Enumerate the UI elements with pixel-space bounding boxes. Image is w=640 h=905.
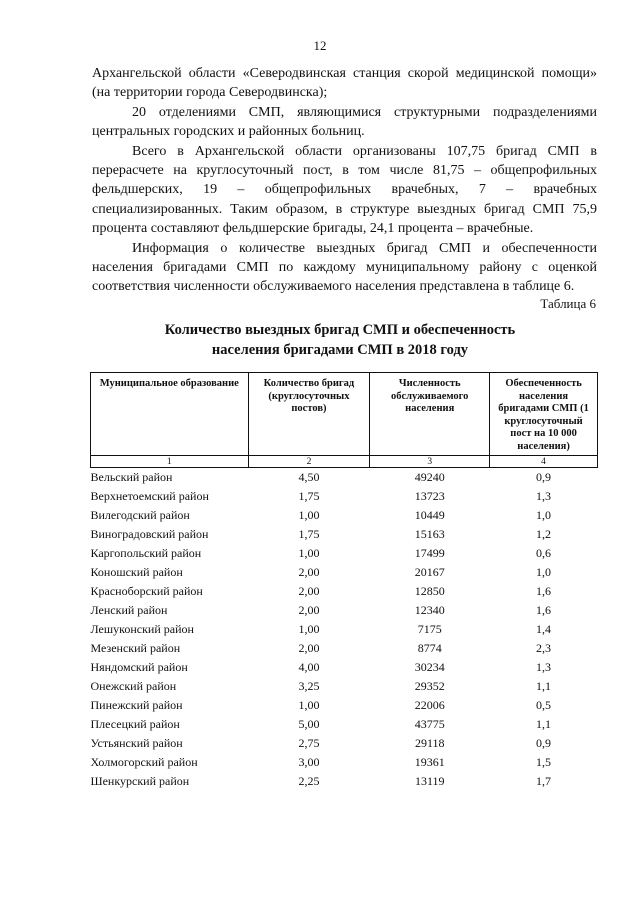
cell-coverage: 1,2 xyxy=(536,527,552,541)
table-title-line: Количество выездных бригад СМП и обеспеченность xyxy=(164,322,516,338)
cell-brigades: 3,00 xyxy=(298,755,320,769)
cell-coverage: 1,1 xyxy=(536,679,552,693)
cell-coverage: 1,1 xyxy=(536,717,552,731)
cell-municipality: Красноборский район xyxy=(90,584,203,598)
cell-brigades: 2,00 xyxy=(298,565,320,579)
cell-brigades: 2,25 xyxy=(298,774,320,788)
table-row xyxy=(91,525,598,544)
table-row xyxy=(91,753,598,772)
cell-brigades: 1,75 xyxy=(298,489,320,503)
table-row xyxy=(91,506,598,525)
cell-municipality: Плесецкий район xyxy=(90,717,180,731)
paragraph: Архангельской области «Северодвинская станция скорой медицинской помощи» (на территории города Северодвинска); xyxy=(92,66,597,101)
cell-municipality: Лешуконский район xyxy=(90,622,194,636)
cell-coverage: 1,5 xyxy=(536,755,552,769)
table-row xyxy=(91,487,598,506)
table-row xyxy=(91,601,598,620)
page-number: 12 xyxy=(313,38,327,53)
cell-municipality: Ленский район xyxy=(90,603,168,617)
table-row xyxy=(91,734,598,753)
cell-coverage: 0,6 xyxy=(536,546,552,560)
cell-coverage: 1,0 xyxy=(536,508,552,522)
cell-coverage: 1,3 xyxy=(536,489,552,503)
table-row xyxy=(91,772,598,791)
cell-coverage: 1,3 xyxy=(536,660,552,674)
cell-brigades: 3,25 xyxy=(298,679,320,693)
cell-coverage: 1,0 xyxy=(536,565,552,579)
cell-brigades: 1,75 xyxy=(298,527,320,541)
column-number: 1 xyxy=(91,456,249,468)
table-row xyxy=(91,468,598,488)
table-header-row xyxy=(91,373,598,456)
table-body xyxy=(91,468,598,792)
table-caption: Таблица 6 xyxy=(540,296,596,311)
cell-population: 29352 xyxy=(414,679,445,693)
table-row xyxy=(91,677,598,696)
paragraph: Информация о количестве выездных бригад СМП и обеспеченности населения бригадами СМП по каждому муниципальному району с оценкой соответствия численности обслуживаемого населения представлена в таблице 6. xyxy=(92,240,597,295)
cell-population: 29118 xyxy=(414,736,445,750)
cell-municipality: Шенкурский район xyxy=(90,774,190,788)
cell-coverage: 1,7 xyxy=(536,774,552,788)
cell-population: 49240 xyxy=(414,470,445,484)
cell-population: 22006 xyxy=(414,698,445,712)
cell-brigades: 2,00 xyxy=(298,641,320,655)
cell-population: 10449 xyxy=(414,508,445,522)
data-table xyxy=(90,372,598,791)
cell-population: 13723 xyxy=(414,489,445,503)
paragraph: 20 отделениями СМП, являющимися структурными подразделениями центральных городских и районных больниц. xyxy=(92,104,597,140)
cell-municipality: Устьянский район xyxy=(90,736,183,750)
cell-coverage: 0,9 xyxy=(536,736,552,750)
table-row xyxy=(91,544,598,563)
cell-brigades: 1,00 xyxy=(298,508,320,522)
cell-population: 7175 xyxy=(417,622,442,636)
table-row xyxy=(91,639,598,658)
cell-coverage: 1,4 xyxy=(536,622,552,636)
cell-population: 12340 xyxy=(414,603,445,617)
cell-population: 15163 xyxy=(414,527,445,541)
cell-population: 19361 xyxy=(414,755,445,769)
cell-municipality: Вилегодский район xyxy=(90,508,190,522)
cell-brigades: 1,00 xyxy=(298,546,320,560)
cell-brigades: 1,00 xyxy=(298,698,320,712)
table-row xyxy=(91,715,598,734)
cell-municipality: Вельский район xyxy=(90,470,173,484)
paragraph: Всего в Архангельской области организованы 107,75 бригад СМП в перерасчете на круглосуточный пост, в том числе 81,75 – общепрофильных фельдшерских, 19 – общепрофильных врачебных, 7 – врачебных специализированных. Таким образом, в структуре выездных бригад СМП 75,9 процента составляют фельдшерские бригады, 24,1 процента – врачебные. xyxy=(92,143,597,237)
table-row xyxy=(91,658,598,677)
column-number-row xyxy=(91,456,598,468)
cell-municipality: Онежский район xyxy=(90,679,177,693)
cell-municipality: Каргопольский район xyxy=(90,546,202,560)
column-header-population: Численность обслуживаемого населения xyxy=(370,373,490,456)
cell-municipality: Коношский район xyxy=(90,565,183,579)
column-number: 4 xyxy=(490,456,598,468)
cell-coverage: 0,9 xyxy=(536,470,552,484)
table-row xyxy=(91,582,598,601)
cell-municipality: Пинежский район xyxy=(90,698,183,712)
column-header-coverage: Обеспеченность населения бригадами СМП (1 круглосуточный пост на 10 000 населения) xyxy=(490,373,598,456)
cell-brigades: 2,00 xyxy=(298,584,320,598)
column-header-municipality: Муниципальное образование xyxy=(91,373,249,456)
cell-brigades: 1,00 xyxy=(298,622,320,636)
cell-coverage: 1,6 xyxy=(536,603,552,617)
cell-brigades: 5,00 xyxy=(298,717,320,731)
column-number: 3 xyxy=(370,456,490,468)
table-row xyxy=(91,620,598,639)
cell-population: 13119 xyxy=(414,774,445,788)
cell-coverage: 0,5 xyxy=(536,698,552,712)
table-title xyxy=(100,320,580,360)
table-row xyxy=(91,563,598,582)
cell-population: 17499 xyxy=(414,546,445,560)
cell-coverage: 2,3 xyxy=(536,641,552,655)
column-header-brigades: Количество бригад (круглосуточных постов) xyxy=(248,373,370,456)
cell-population: 20167 xyxy=(414,565,445,579)
cell-population: 12850 xyxy=(414,584,445,598)
column-number: 2 xyxy=(248,456,370,468)
cell-municipality: Няндомский район xyxy=(90,660,188,674)
cell-population: 43775 xyxy=(414,717,445,731)
cell-municipality: Верхнетоемский район xyxy=(90,489,209,503)
cell-brigades: 4,00 xyxy=(298,660,320,674)
cell-brigades: 2,00 xyxy=(298,603,320,617)
cell-municipality: Мезенский район xyxy=(90,641,181,655)
cell-brigades: 2,75 xyxy=(298,736,320,750)
cell-municipality: Холмогорский район xyxy=(90,755,198,769)
body-text xyxy=(92,64,597,297)
table-row xyxy=(91,696,598,715)
cell-population: 30234 xyxy=(414,660,445,674)
cell-brigades: 4,50 xyxy=(298,470,320,484)
cell-coverage: 1,6 xyxy=(536,584,552,598)
cell-municipality: Виноградовский район xyxy=(90,527,209,541)
cell-population: 8774 xyxy=(417,641,442,655)
table-title-line: населения бригадами СМП в 2018 году xyxy=(211,342,469,358)
